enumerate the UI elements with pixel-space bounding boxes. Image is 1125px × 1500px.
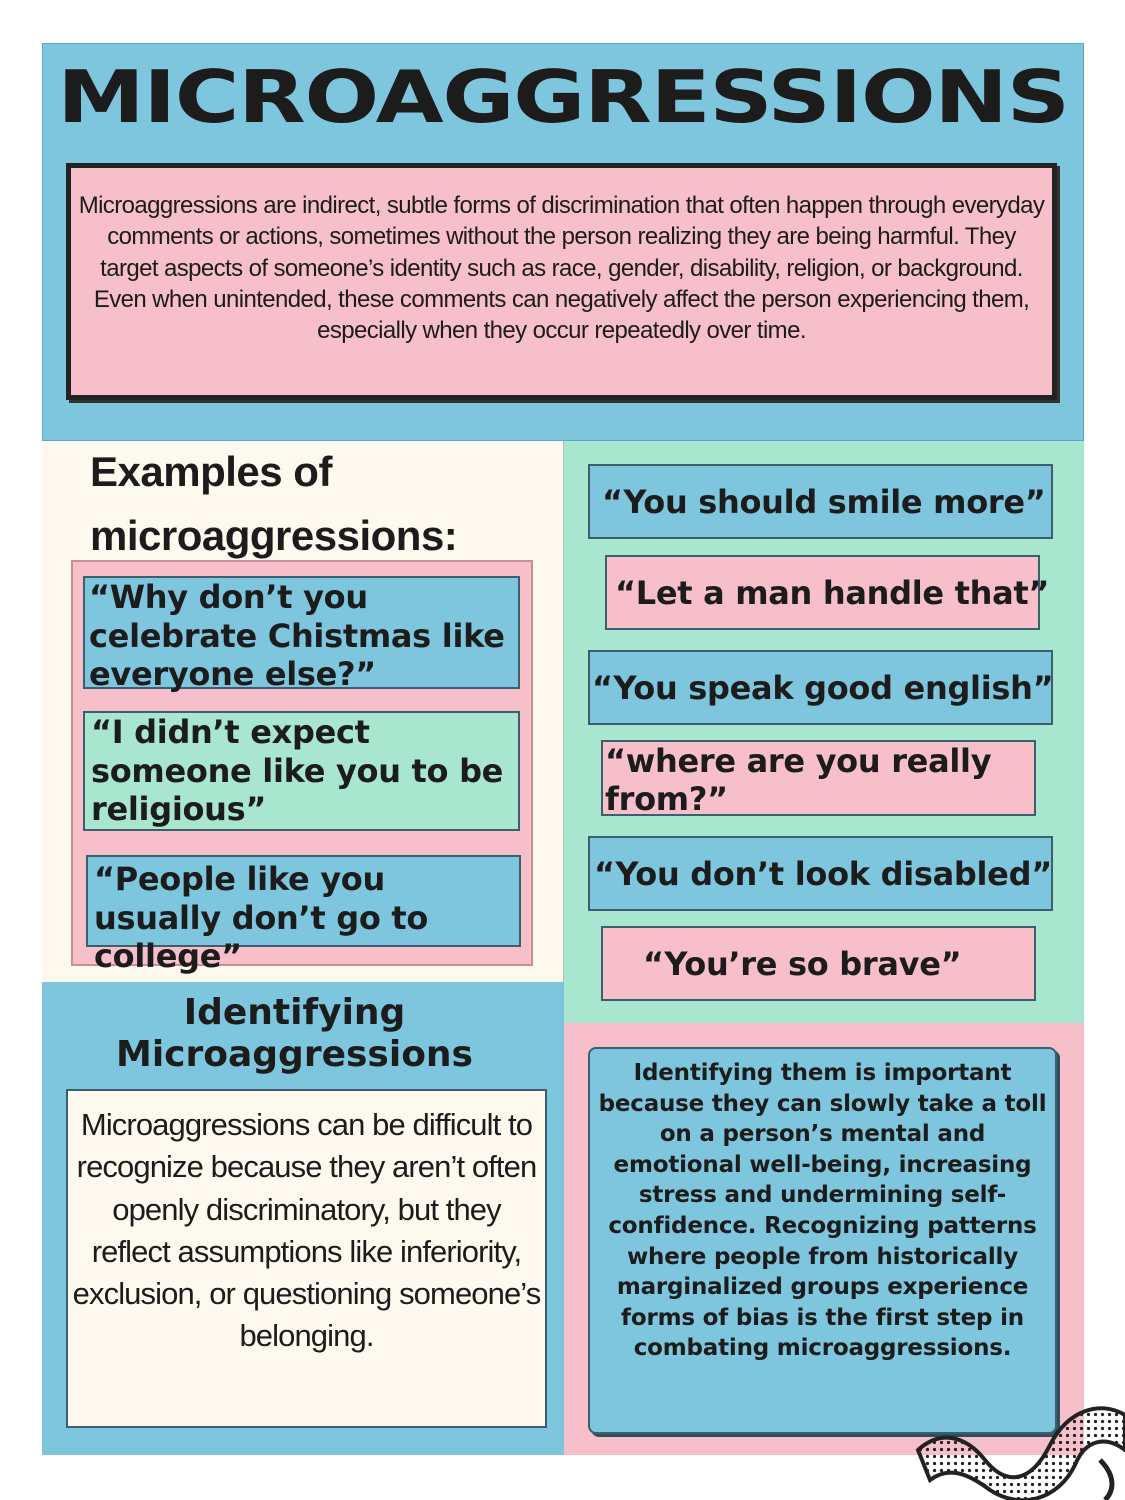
quote-card-brave: “You’re so brave” [601,926,1036,1001]
example-card-religious: “I didn’t expect someone like you to be religious” [83,711,520,831]
identifying-heading-line1: Identifying [183,992,406,1033]
dotted-squiggle-graphic [910,1390,1125,1500]
identifying-heading-line2: Microaggressions [116,1034,473,1075]
identifying-text: Microaggressions can be difficult to recognize because they aren’t often openly discriminatory, but they reflect assumptions like inferiority, exclusion, or questioning someone’s belonging. [72,1107,541,1354]
quote-card-man-handle: “Let a man handle that” [605,555,1040,630]
quote-card-disabled: “You don’t look disabled” [588,836,1053,911]
quote-card-english: “You speak good english” [588,650,1053,725]
quote-card-really-from: “where are you really from?” [601,740,1036,816]
quote-card-smile: “You should smile more” [588,464,1053,539]
examples-heading-line2: microaggressions: [90,512,458,559]
importance-text: Identifying them is important because they can slowly take a toll on a person’s mental and emotional well-being, increasing stress and undermining self-confidence. Recognizing patterns where people from historically marginalized groups experience forms of bias is the first step in combating microaggressions. [598,1060,1047,1362]
definition-text: Microaggressions are indirect, subtle forms of discrimination that often happen through everyday comments or actions, sometimes without the person realizing they are being harmful. They target aspects of someone’s identity such as race, gender, disability, religion, or background. Even when unintended, these comments can negatively affect the person experiencing them, especially when they occur repeatedly over time. [78,192,1045,345]
examples-heading-line1: Examples of [90,448,332,495]
identifying-heading [42,992,547,1076]
page-title: MICROAGGRESSIONS [57,55,1069,139]
example-card-college: “People like you usually don’t go to college” [86,855,521,947]
example-card-christmas: “Why don’t you celebrate Chistmas like everyone else?” [83,576,520,689]
examples-heading [90,440,550,568]
